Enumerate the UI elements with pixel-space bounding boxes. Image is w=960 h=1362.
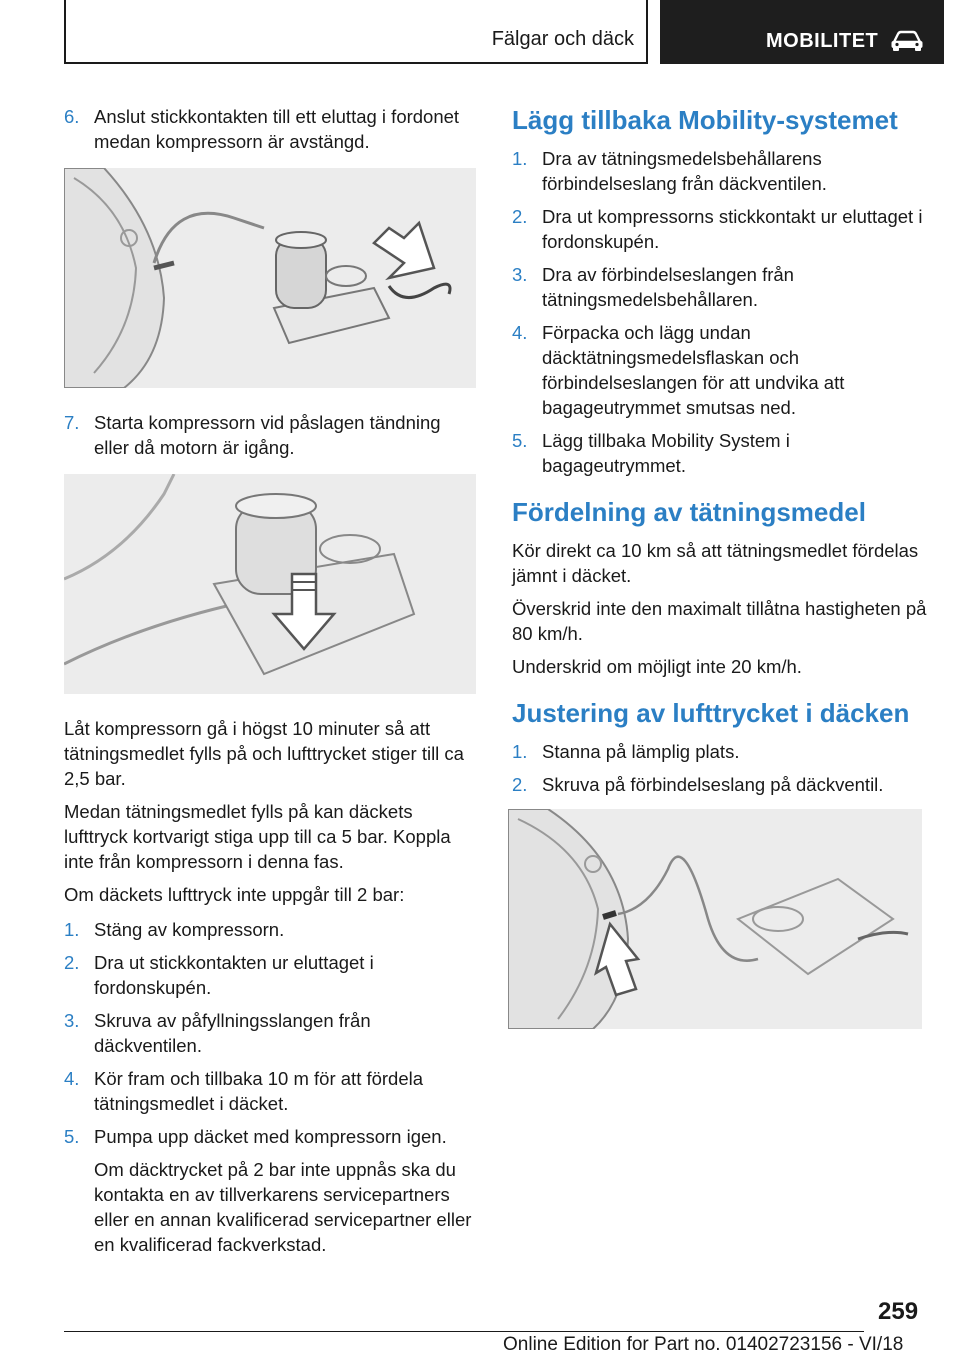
step-number: 5. [64,1126,80,1147]
return-step-4 [512,320,928,420]
step-number: 1. [512,741,528,762]
paragraph: Låt kompressorn gå i högst 10 minuter så att tätningsmedlet fylls på och lufttrycket stiger till ca 2,5 bar. [64,718,464,789]
step-text: Skruva av påfyllningsslangen från däckventilen. [94,1010,371,1056]
step-number: 1. [512,148,528,169]
car-icon [890,30,924,52]
step-text: Pumpa upp däcket med kompressorn igen. [94,1126,447,1147]
substep-3 [64,1008,476,1058]
return-step-2 [512,204,928,254]
step-number: 4. [512,322,528,343]
edition-info: Online Edition for Part no. 01402723156 - VI/18 [503,1334,904,1355]
return-step-5 [512,428,928,478]
step-number: 7. [64,412,80,433]
substep-4 [64,1066,476,1116]
illustration-compressor-plugged [64,168,476,388]
step-number: 6. [64,106,80,127]
section-title: Fälgar och däck [491,28,634,50]
step-number: 2. [64,952,80,973]
right-column [512,104,928,1051]
return-step-3 [512,262,928,312]
pressure-step-2 [512,772,928,797]
heading-distribution: Fördelning av tätningsmedel [512,497,866,527]
step-number: 3. [64,1010,80,1031]
step-number: 3. [512,264,528,285]
page-number: 259 [878,1298,919,1325]
step-number: 1. [64,919,80,940]
paragraph: Underskrid om möjligt inte 20 km/h. [512,656,802,677]
substep-1 [64,917,476,942]
substep-5 [64,1124,476,1149]
return-step-1 [512,146,928,196]
paragraph: Om däckets lufttryck inte uppgår till 2 bar: [64,884,405,905]
left-column [64,104,476,1265]
substep-2 [64,950,476,1000]
step-number: 2. [512,774,528,795]
step-text: Dra av förbindelseslangen från tätningsmedelsbehållaren. [542,264,794,310]
step-text: Stäng av kompressorn. [94,919,285,940]
step-text: Starta kompressorn vid påslagen tändning eller då motorn är igång. [94,412,441,458]
paragraph: Medan tätningsmedlet fylls på kan däckets lufttryck kortvarigt stiga upp till ca 5 bar. Koppla inte från kompressorn i denna fas. [64,801,451,872]
step-text: Anslut stickkontakten till ett eluttag i fordonet medan kompressorn är avstängd. [94,106,460,152]
step-text: Skruva på förbindelseslang på däckventil. [542,774,884,795]
chapter-tab-label: MOBILITET [766,30,879,52]
chapter-tab [660,0,944,64]
step-7 [64,410,476,460]
heading-tire-pressure: Justering av lufttrycket i däcken [512,698,910,728]
paragraph: Kör direkt ca 10 km så att tätningsmedlet fördelas jämnt i däcket. [512,540,919,586]
step-6 [64,104,476,154]
step-number: 5. [512,430,528,451]
step-text: Stanna på lämplig plats. [542,741,740,762]
footer-divider [64,1331,864,1332]
paragraph: Överskrid inte den maximalt tillåtna hastigheten på 80 km/h. [512,598,927,644]
step-text: Lägg tillbaka Mobility System i bagageutrymmet. [542,430,790,476]
step-number: 4. [64,1068,80,1089]
step-text: Förpacka och lägg undan däcktätningsmedelsflaskan och förbindelseslangen för att undvika att bagageutrymmet smutsas ned. [542,322,845,418]
header-section-box [64,0,648,64]
step-text: Dra ut kompressorns stickkontakt ur eluttaget i fordonskupén. [542,206,923,252]
substep-5-note: Om däcktrycket på 2 bar inte uppnås ska du kontakta en av tillverkarens servicepartners eller en annan kvalificerad servicepartner eller en kvalificerad fackverkstad. [94,1159,472,1255]
heading-mobility-system: Lägg tillbaka Mobility-systemet [512,105,898,135]
pressure-step-1 [512,739,928,764]
illustration-hose-to-valve [508,809,922,1029]
illustration-compressor-switch [64,474,476,694]
step-text: Dra av tätningsmedelsbehållarens förbindelseslang från däckventilen. [542,148,827,194]
step-text: Kör fram och tillbaka 10 m för att fördela tätningsmedlet i däcket. [94,1068,424,1114]
step-number: 2. [512,206,528,227]
step-text: Dra ut stickkontakten ur eluttaget i fordonskupén. [94,952,374,998]
